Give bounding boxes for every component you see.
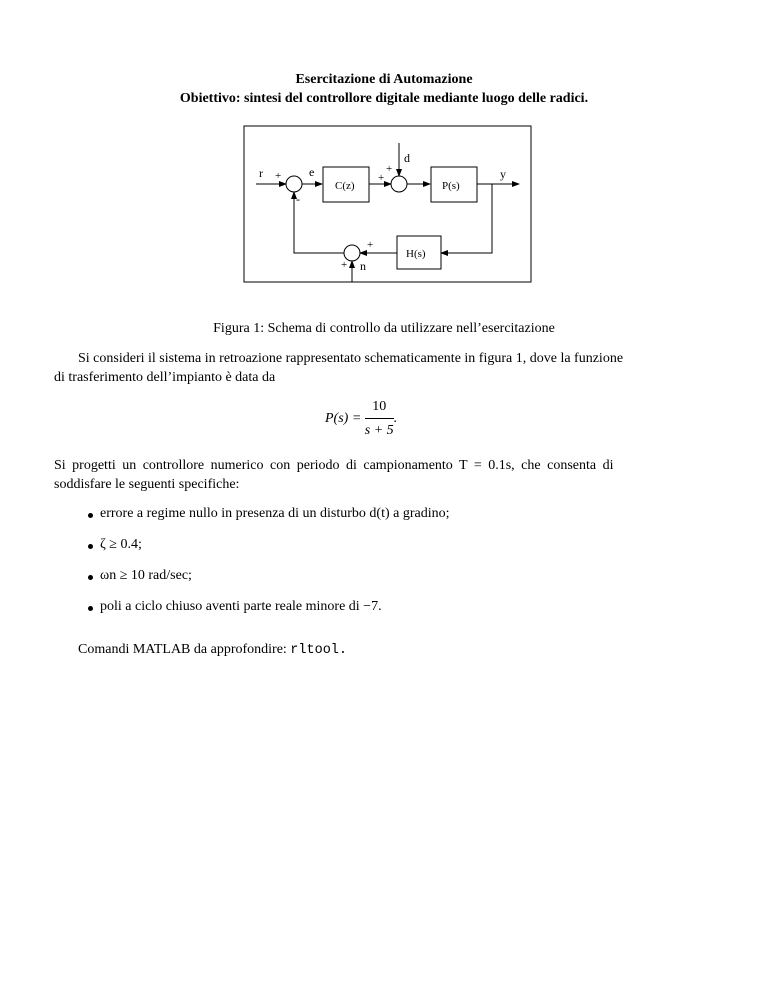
bullet-icon — [88, 575, 93, 580]
title-line-1: Esercitazione di Automazione — [295, 72, 473, 87]
block-diagram — [0, 0, 768, 300]
label-plus-n: + — [341, 259, 348, 271]
bullet-icon — [88, 544, 93, 549]
equation-end: . — [393, 411, 398, 426]
label-d: d — [404, 151, 410, 165]
label-plus-u: + — [378, 172, 385, 184]
label-y: y — [500, 167, 506, 181]
label-n: n — [360, 259, 366, 273]
spec-text: ζ ≥ 0.4; — [100, 537, 142, 552]
equation-denominator: s + 5 — [364, 423, 394, 438]
bullet-icon — [88, 606, 93, 611]
label-plus-r: + — [275, 170, 282, 182]
intro-line-1: Si consideri il sistema in retroazione rappresentato schematicamente in figura 1, dove la funzione — [78, 351, 624, 366]
matlab-line — [78, 640, 347, 660]
summing-junction-2 — [391, 176, 407, 192]
label-plant: P(s) — [442, 180, 460, 192]
feedback-line-2 — [294, 200, 344, 253]
label-e: e — [309, 165, 315, 179]
bullet-icon — [88, 513, 93, 518]
feedback-line-1 — [444, 184, 492, 253]
matlab-label: Comandi MATLAB da approfondire: — [78, 642, 287, 657]
spec-text: poli a ciclo chiuso aventi parte reale minore di −7. — [100, 599, 382, 614]
spec-text: errore a regime nullo in presenza di un disturbo d(t) a gradino; — [100, 506, 450, 521]
figure-caption: Figura 1: Schema di controllo da utilizzare nell’esercitazione — [213, 321, 555, 336]
equation — [325, 397, 397, 440]
matlab-command: rltool. — [290, 643, 348, 658]
title-line-2: Obiettivo: sintesi del controllore digitale mediante luogo delle radici. — [179, 91, 589, 106]
equation-numerator: 10 — [365, 397, 394, 419]
equation-lhs: P(s) = — [325, 411, 362, 426]
spec-text: ωn ≥ 10 rad/sec; — [100, 568, 192, 583]
label-sensor: H(s) — [406, 248, 426, 260]
design-line-1: Si progetti un controllore numerico con periodo di campionamento T = 0.1s, che consenta di — [54, 458, 614, 473]
label-plus-h: + — [367, 239, 374, 251]
label-plus-d: + — [386, 163, 393, 175]
design-line-2: soddisfare le seguenti specifiche: — [54, 477, 240, 492]
diagram-frame — [244, 126, 531, 282]
label-minus: - — [296, 192, 300, 206]
label-r: r — [259, 166, 263, 180]
label-controller: C(z) — [335, 180, 355, 192]
summing-junction-1 — [286, 176, 302, 192]
intro-line-2: di trasferimento dell’impianto è data da — [54, 370, 276, 385]
